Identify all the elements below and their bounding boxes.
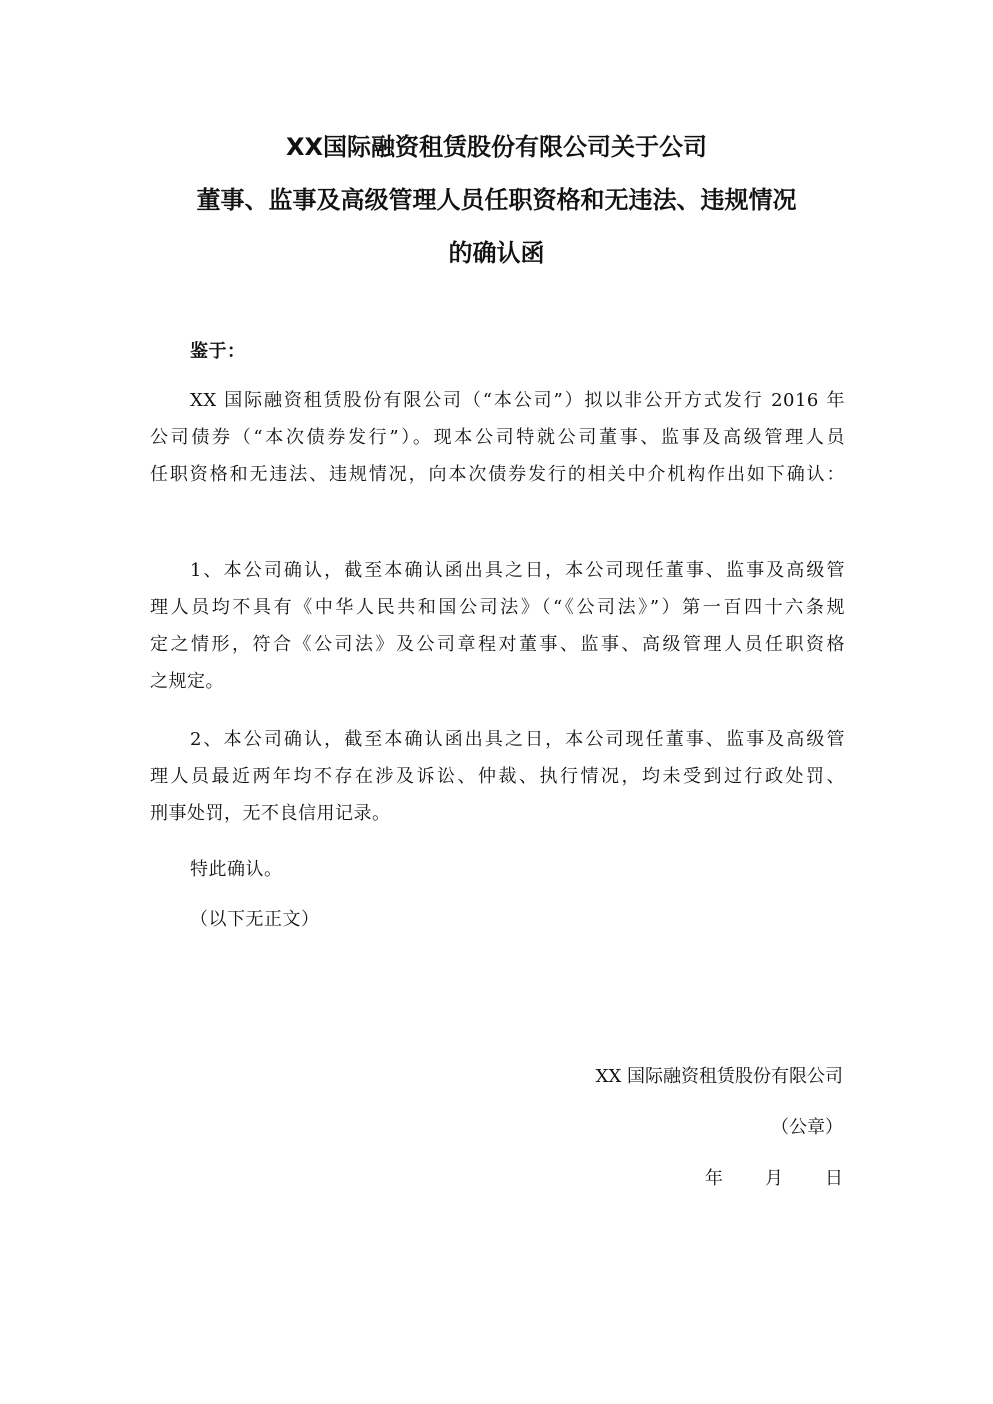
- date-year: 年: [705, 1168, 723, 1189]
- no-further-text-note: （以下无正文）: [190, 909, 320, 930]
- document-title-line-1: XX国际融资租赁股份有限公司关于公司: [285, 133, 707, 161]
- signature-company: XX 国际融资租赁股份有限公司: [595, 1066, 843, 1087]
- document-title-line-3: 的确认函: [448, 239, 545, 267]
- date-day: 日: [825, 1168, 843, 1189]
- signature-seal-label: （公章）: [771, 1117, 843, 1138]
- date-month: 月: [765, 1168, 783, 1189]
- intro-line-3: 任职资格和无违法、违规情况，向本次债券发行的相关中介机构作出如下确认：: [150, 464, 845, 485]
- confirmation-item-2: [150, 721, 845, 832]
- intro-line-1: XX 国际融资租赁股份有限公司（“本公司”）拟以非公开方式发行 2016 年: [190, 390, 845, 411]
- greeting: 鉴于：: [190, 341, 246, 362]
- item1-line-1: 1、本公司确认，截至本确认函出具之日，本公司现任董事、监事及高级管: [190, 560, 845, 581]
- closing-statement: 特此确认。: [190, 859, 283, 880]
- item2-line-2: 理人员最近两年均不存在涉及诉讼、仲裁、执行情况，均未受到过行政处罚、: [150, 766, 845, 787]
- item2-line-3: 刑事处罚，无不良信用记录。: [150, 803, 391, 824]
- item1-line-4: 之规定。: [150, 671, 224, 692]
- intro-line-2: 公司债券（“本次债券发行”）。现本公司特就公司董事、监事及高级管理人员: [150, 427, 845, 448]
- document-title-line-2: 董事、监事及高级管理人员任职资格和无违法、违规情况: [196, 186, 797, 214]
- item1-line-2: 理人员均不具有《中华人民共和国公司法》（“《公司法》”）第一百四十六条规: [150, 597, 845, 618]
- item2-line-1: 2、本公司确认，截至本确认函出具之日，本公司现任董事、监事及高级管: [190, 729, 845, 750]
- item1-line-3: 定之情形，符合《公司法》及公司章程对董事、监事、高级管理人员任职资格: [150, 634, 845, 655]
- signature-date: [705, 1164, 843, 1194]
- confirmation-item-1: [150, 552, 845, 700]
- intro-paragraph: [150, 382, 845, 493]
